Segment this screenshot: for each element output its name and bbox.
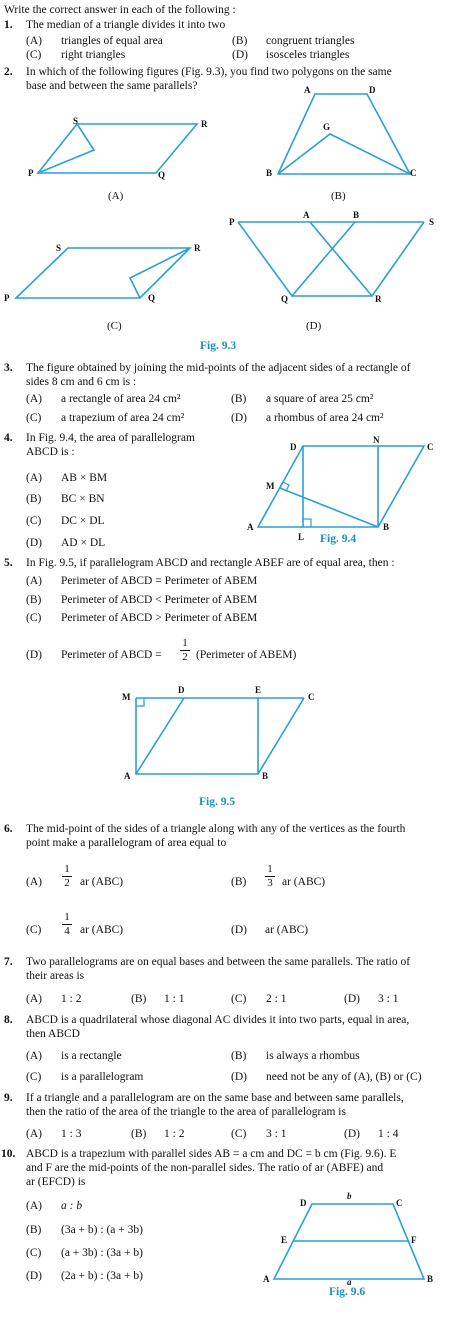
label-c: C	[396, 1198, 403, 1208]
q4-option-c: DC × DL	[61, 515, 105, 527]
q9-stem-line2: then the ratio of the area of the triangle to the area of parallelogram is	[26, 1106, 346, 1118]
q1-option-b-label: (B)	[232, 35, 248, 47]
q3-option-b-label: (B)	[231, 393, 247, 405]
label-a: A	[263, 1274, 270, 1284]
label-b: B	[266, 168, 273, 178]
q10-stem-line1: ABCD is a trapezium with parallel sides AB = a cm and DC = b cm (Fig. 9.6). E	[26, 1148, 397, 1160]
q7-option-d-label: (D)	[344, 993, 360, 1005]
fig-9-5-caption: Fig. 9.5	[199, 796, 236, 808]
label-b: B	[353, 210, 360, 220]
q6-stem-line1: The mid-point of the sides of a triangle along with any of the vertices as the fourth	[26, 823, 406, 835]
q7-option-a-label: (A)	[26, 993, 42, 1005]
q5-stem: In Fig. 9.5, if parallelogram ABCD and rectangle ABEF are of equal area, then :	[26, 557, 395, 569]
label-p: P	[28, 168, 34, 178]
q2-number: 2.	[4, 66, 13, 78]
q5-option-c: Perimeter of ABCD > Perimeter of ABEM	[61, 612, 258, 624]
fig-9-3-c-label: (C)	[107, 320, 122, 332]
label-a-side: a	[347, 1277, 352, 1287]
label-q: Q	[148, 293, 156, 303]
label-r: R	[194, 243, 201, 253]
label-l: L	[298, 532, 305, 542]
fig-9-3-caption: Fig. 9.3	[200, 340, 237, 352]
q3-option-a: a rectangle of area 24 cm²	[61, 393, 181, 405]
label-q: Q	[158, 170, 166, 180]
q3-stem-line1: The figure obtained by joining the mid-points of the adjacent sides of a rectangle of	[26, 362, 411, 374]
label-a: A	[124, 771, 131, 781]
q10-stem-line2: and F are the mid-points of the non-parallel sides. The ratio of ar (ABFE) and	[26, 1162, 384, 1174]
label-c: C	[410, 168, 417, 178]
q10-option-a: a : b	[61, 1200, 83, 1212]
fraction-denominator: 2	[64, 877, 70, 889]
q7-option-b-label: (B)	[131, 993, 147, 1005]
q1-option-a: triangles of equal area	[61, 35, 163, 47]
q9-option-d-label: (D)	[344, 1128, 360, 1140]
fig-9-3-a-label: (A)	[108, 190, 124, 202]
q10-stem-line3: ar (EFCD) is	[26, 1176, 86, 1188]
fraction-denominator: 2	[182, 651, 188, 663]
label-a: A	[303, 210, 310, 220]
fraction-numerator: 1	[182, 637, 188, 649]
q8-option-c-label: (C)	[26, 1071, 42, 1083]
label-g: G	[323, 122, 331, 132]
q4-option-b: BC × BN	[61, 493, 105, 505]
q4-option-c-label: (C)	[26, 515, 42, 527]
q5-option-d-label: (D)	[26, 649, 42, 661]
q9-option-b-label: (B)	[131, 1128, 147, 1140]
q4-option-d-label: (D)	[26, 537, 42, 549]
q4-option-b-label: (B)	[26, 493, 42, 505]
label-n: N	[373, 435, 380, 445]
fraction-denominator: 3	[267, 877, 273, 889]
q5-option-d-post: (Perimeter of ABEM)	[196, 649, 297, 661]
label-q: Q	[281, 294, 289, 304]
fraction-numerator: 1	[64, 863, 70, 875]
label-d: D	[300, 1198, 307, 1208]
fig-9-3-d-label: (D)	[306, 320, 322, 332]
label-c: C	[427, 442, 434, 452]
label-m: M	[122, 692, 131, 702]
q8-option-b-label: (B)	[231, 1050, 247, 1062]
label-a: A	[247, 522, 254, 532]
q3-option-a-label: (A)	[26, 393, 42, 405]
q3-option-b: a square of area 25 cm²	[266, 393, 374, 405]
q8-option-a: is a rectangle	[61, 1050, 122, 1062]
q8-option-d: need not be any of (A), (B) or (C)	[266, 1071, 422, 1083]
q1-option-d: isosceles triangles	[266, 49, 350, 61]
label-d: D	[369, 85, 376, 95]
label-r: R	[375, 294, 382, 304]
q8-option-d-label: (D)	[231, 1071, 247, 1083]
label-b: B	[262, 771, 269, 781]
q9-option-c-label: (C)	[231, 1128, 247, 1140]
label-d: D	[178, 685, 185, 695]
fig-9-3-b-label: (B)	[331, 190, 346, 202]
q9-option-d: 1 : 4	[378, 1128, 399, 1140]
q9-option-a-label: (A)	[26, 1128, 42, 1140]
q8-number: 8.	[4, 1014, 13, 1026]
q1-option-d-label: (D)	[232, 49, 248, 61]
q10-option-b-label: (B)	[26, 1224, 42, 1236]
label-c: C	[308, 692, 315, 702]
q1-option-a-label: (A)	[26, 35, 42, 47]
q7-option-a: 1 : 2	[61, 993, 82, 1005]
fraction-numerator: 1	[64, 911, 70, 923]
q7-option-c: 2 : 1	[266, 993, 287, 1005]
q10-number: 10.	[1, 1148, 16, 1160]
label-p: P	[229, 217, 235, 227]
q10-option-a-label: (A)	[26, 1200, 42, 1212]
q8-option-a-label: (A)	[26, 1050, 42, 1062]
q3-option-d: a rhombus of area 24 cm²	[266, 412, 384, 424]
fraction-numerator: 1	[267, 863, 273, 875]
instructions: Write the correct answer in each of the following :	[4, 4, 236, 16]
fraction-denominator: 4	[64, 925, 70, 937]
label-a: A	[304, 85, 311, 95]
q5-number: 5.	[4, 557, 13, 569]
q4-number: 4.	[4, 432, 13, 444]
q7-stem-line1: Two parallelograms are on equal bases and between the same parallels. The ratio of	[26, 956, 411, 968]
q8-option-c: is a parallelogram	[61, 1071, 144, 1083]
q7-number: 7.	[4, 956, 13, 968]
q6-stem-line2: point make a parallelogram of area equal to	[26, 837, 227, 849]
label-f: F	[411, 1235, 417, 1245]
q9-stem-line1: If a triangle and a parallelogram are on the same base and between same parallels,	[26, 1092, 404, 1104]
q4-stem-line2: ABCD is :	[26, 446, 75, 458]
q6-option-b-label: (B)	[231, 876, 247, 888]
label-d: D	[290, 442, 297, 452]
q7-option-d: 3 : 1	[378, 993, 399, 1005]
q10-option-c-label: (C)	[26, 1247, 42, 1259]
label-b-side: b	[347, 1191, 352, 1201]
q9-option-b: 1 : 2	[164, 1128, 185, 1140]
q9-option-c: 3 : 1	[266, 1128, 287, 1140]
q5-option-a: Perimeter of ABCD = Perimeter of ABEM	[61, 575, 258, 587]
label-e: E	[281, 1235, 288, 1245]
q1-option-b: congruent triangles	[266, 35, 355, 47]
q1-option-c-label: (C)	[26, 49, 42, 61]
q10-option-c: (a + 3b) : (3a + b)	[61, 1247, 143, 1259]
q1-option-c: right triangles	[61, 49, 126, 61]
q2-stem-line2: base and between the same parallels?	[26, 80, 198, 92]
q1-stem: The median of a triangle divides it into two	[26, 19, 226, 31]
q3-option-d-label: (D)	[231, 412, 247, 424]
q8-stem-line2: then ABCD	[26, 1028, 80, 1040]
q4-stem-line1: In Fig. 9.4, the area of parallelogram	[26, 432, 195, 444]
label-s: S	[73, 116, 79, 126]
q6-number: 6.	[4, 823, 13, 835]
q8-stem-line1: ABCD is a quadrilateral whose diagonal AC divides it into two parts, equal in area,	[26, 1014, 410, 1026]
label-e: E	[255, 685, 262, 695]
q5-option-b-label: (B)	[26, 594, 42, 606]
q4-option-a: AB × BM	[61, 472, 108, 484]
q10-option-d-label: (D)	[26, 1270, 42, 1282]
q10-option-b: (3a + b) : (a + 3b)	[61, 1224, 143, 1236]
q4-option-d: AD × DL	[61, 537, 106, 549]
q7-stem-line2: their areas is	[26, 970, 85, 982]
q9-option-a: 1 : 3	[61, 1128, 82, 1140]
q5-option-d-pre: Perimeter of ABCD =	[61, 649, 162, 661]
q6-option-d-label: (D)	[231, 924, 247, 936]
q3-number: 3.	[4, 362, 13, 374]
q10-option-d: (2a + b) : (3a + b)	[61, 1270, 143, 1282]
q6-option-c-label: (C)	[26, 924, 42, 936]
label-m: M	[266, 481, 275, 491]
label-s: S	[56, 243, 62, 253]
q3-option-c-label: (C)	[26, 412, 42, 424]
q5-option-a-label: (A)	[26, 575, 42, 587]
q4-option-a-label: (A)	[26, 472, 42, 484]
q2-stem-line1: In which of the following figures (Fig. 9.3), you find two polygons on the same	[26, 66, 392, 78]
label-b: B	[383, 522, 390, 532]
q3-option-c: a trapezium of area 24 cm²	[61, 412, 185, 424]
q8-option-b: is always a rhombus	[266, 1050, 360, 1062]
q6-option-d: ar (ABC)	[265, 924, 309, 936]
q5-option-b: Perimeter of ABCD < Perimeter of ABEM	[61, 594, 258, 606]
q6-option-c: ar (ABC)	[80, 924, 124, 936]
q7-option-c-label: (C)	[231, 993, 247, 1005]
label-p: P	[4, 293, 10, 303]
q6-option-a: ar (ABC)	[80, 876, 124, 888]
q9-number: 9.	[4, 1092, 13, 1104]
fig-9-6-caption: Fig. 9.6	[329, 1286, 366, 1298]
label-b: B	[427, 1274, 434, 1284]
fig-9-4-caption: Fig. 9.4	[320, 533, 357, 545]
label-r: R	[201, 119, 208, 129]
q6-option-a-label: (A)	[26, 876, 42, 888]
q7-option-b: 1 : 1	[164, 993, 185, 1005]
q3-stem-line2: sides 8 cm and 6 cm is :	[26, 376, 137, 388]
label-s: S	[429, 217, 435, 227]
q6-option-b: ar (ABC)	[282, 876, 326, 888]
q5-option-c-label: (C)	[26, 612, 42, 624]
q1-number: 1.	[4, 19, 13, 31]
